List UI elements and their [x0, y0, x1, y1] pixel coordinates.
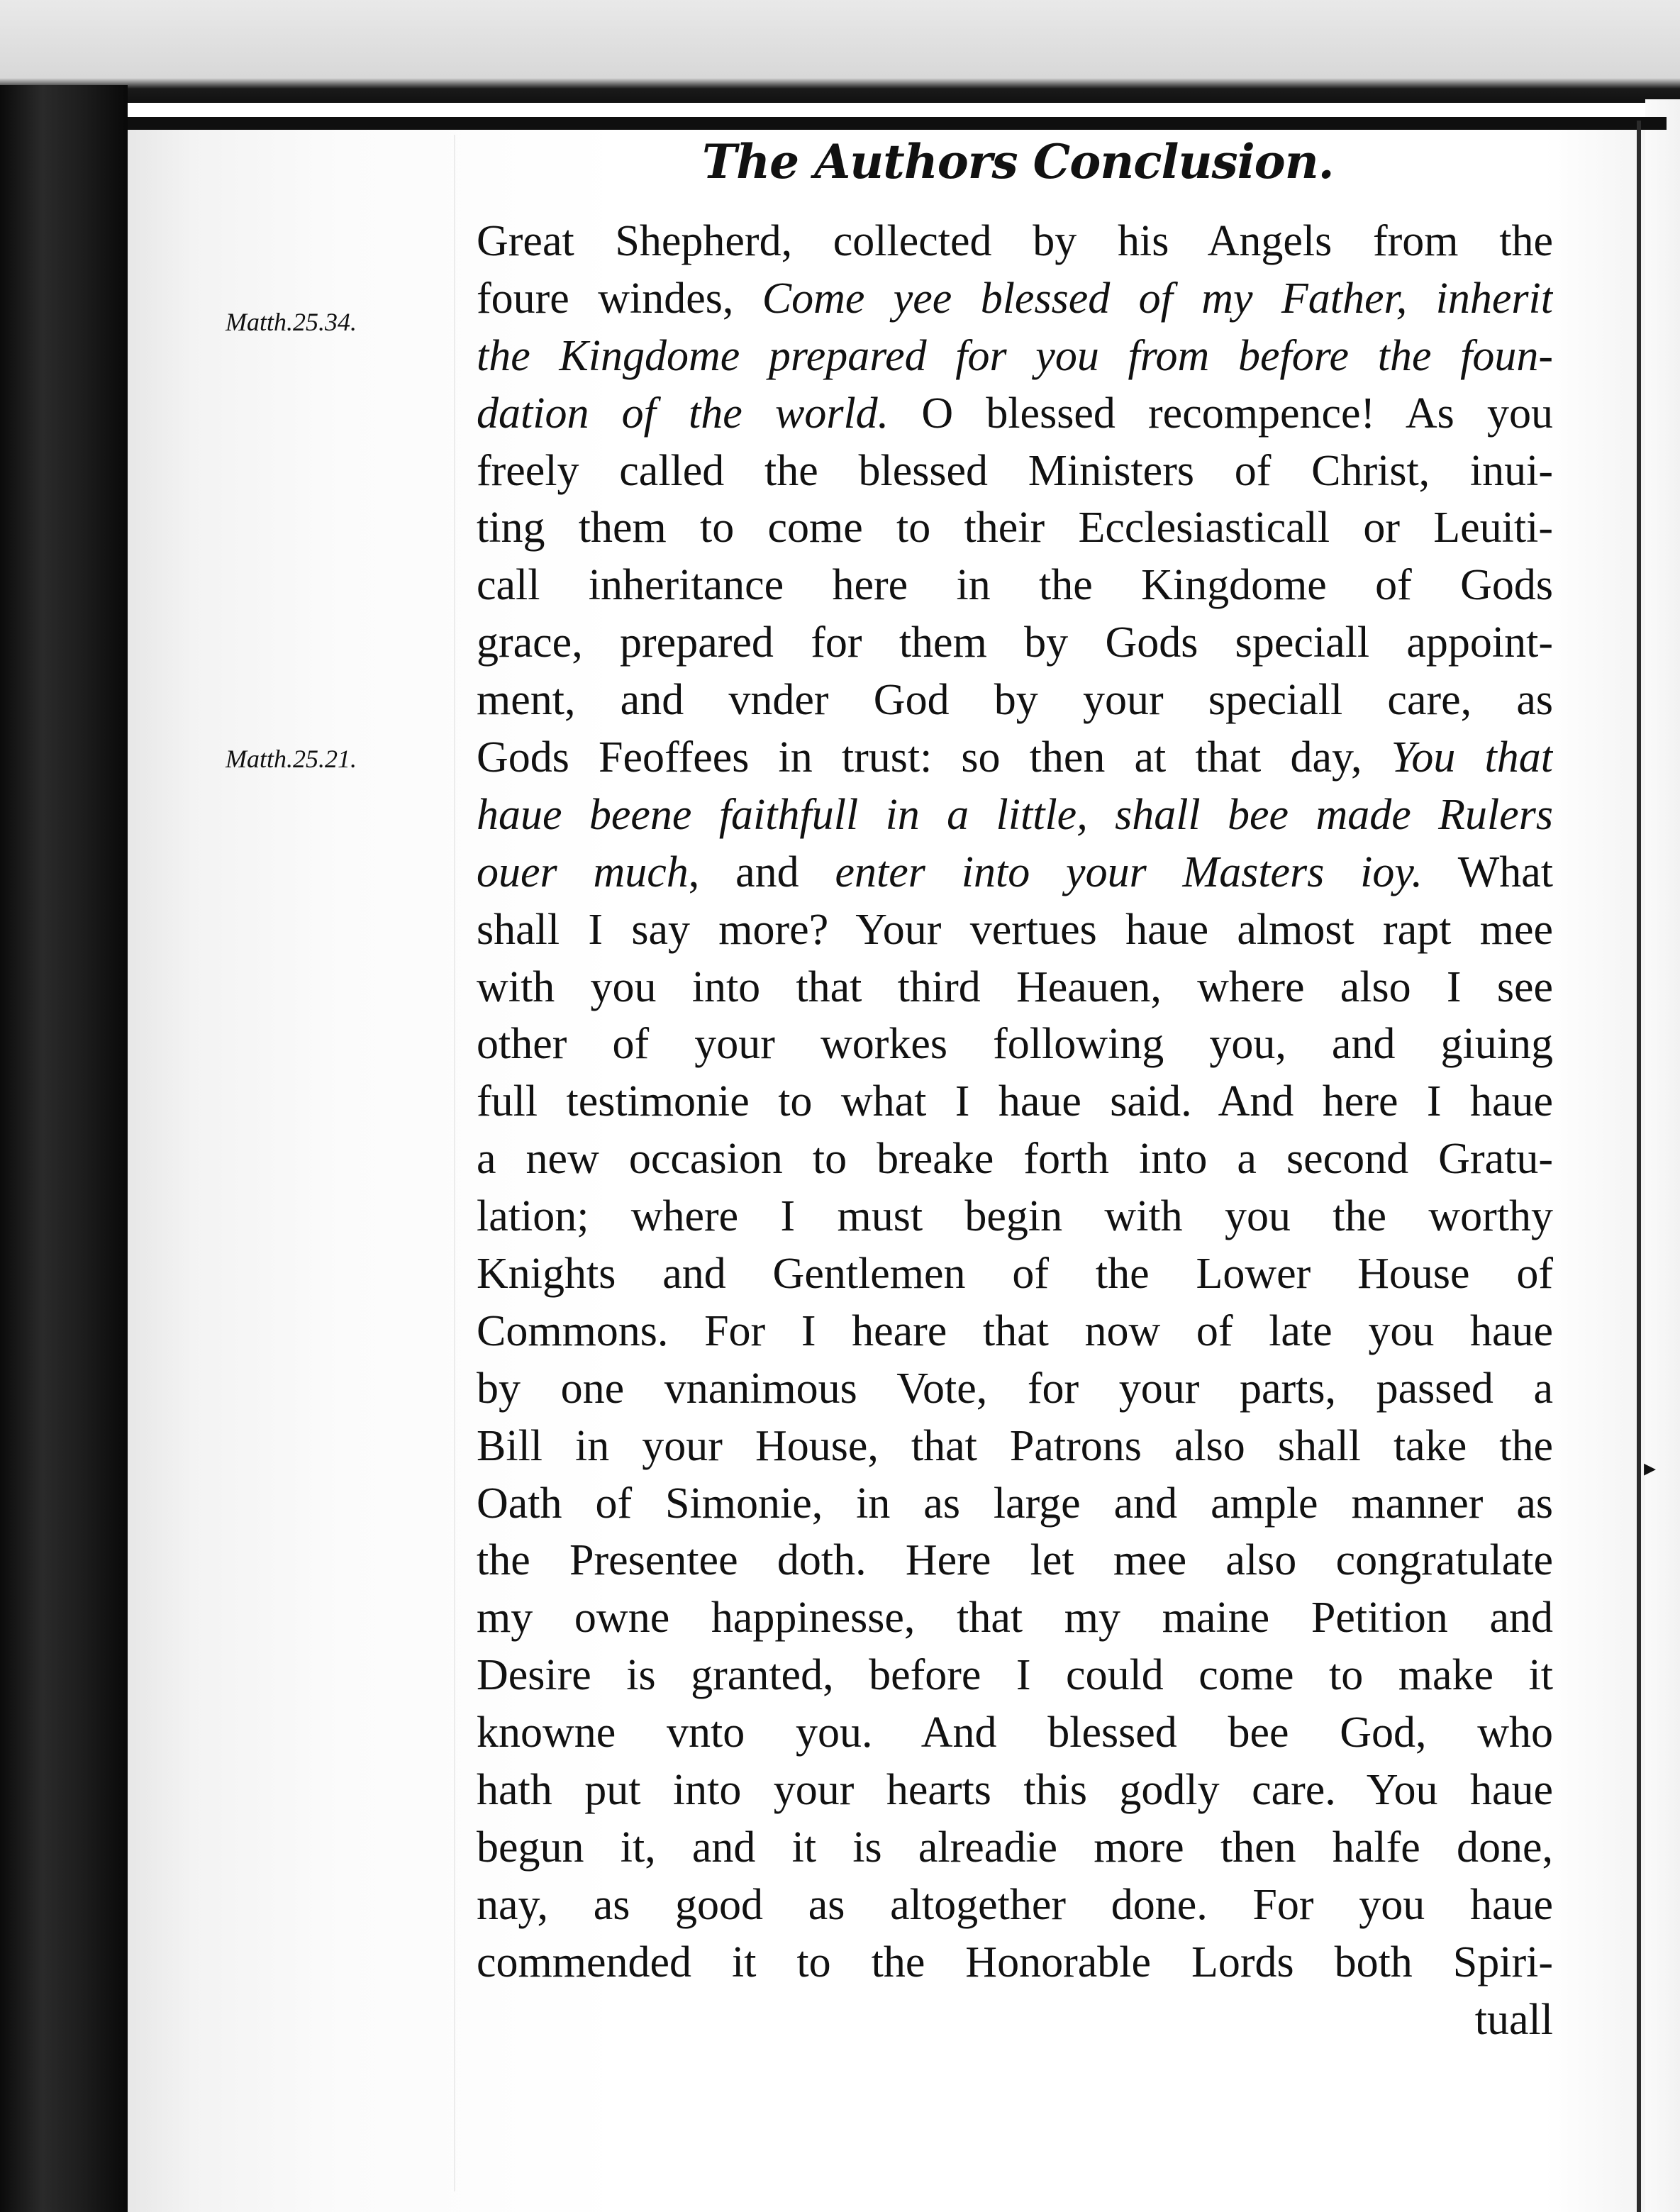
roman-text: call inheritance here in the Kingdome of Gods — [477, 561, 1553, 610]
text-line — [477, 1073, 1553, 1130]
roman-text: with you into that third Heauen, where also I see — [477, 962, 1553, 1011]
text-line — [477, 1532, 1553, 1589]
roman-text: Bill in your House, that Patrons also shall take the — [477, 1421, 1553, 1470]
italic-text: dation of the world. — [477, 389, 889, 438]
roman-text: Great Shepherd, collected by his Angels from the — [477, 217, 1553, 265]
text-line — [477, 787, 1553, 844]
text-line — [477, 672, 1553, 729]
roman-text: ment, and vnder God by your speciall care, as — [477, 676, 1553, 725]
text-line — [477, 1877, 1553, 1934]
roman-text: Oath of Simonie, in as large and ample manner as — [477, 1479, 1553, 1528]
text-line — [477, 959, 1553, 1016]
page-top-edge — [128, 117, 1667, 130]
roman-text: grace, prepared for them by Gods speciall appoint- — [477, 618, 1553, 667]
italic-text: You that — [1391, 733, 1553, 782]
text-line — [477, 1934, 1553, 1991]
italic-text: the Kingdome prepared for you from before the foun- — [477, 331, 1553, 380]
text-line — [477, 213, 1553, 270]
body-text — [477, 213, 1553, 2049]
gutter-line — [454, 135, 455, 2191]
text-line — [477, 1130, 1553, 1188]
text-line — [477, 1589, 1553, 1647]
text-line — [477, 1303, 1553, 1360]
text-line — [477, 1188, 1553, 1245]
italic-text: enter into your Masters ioy. — [835, 847, 1423, 896]
italic-text: haue beene faithfull in a little, shall bee made Rulers — [477, 790, 1553, 839]
text-line — [477, 499, 1553, 557]
text-line — [477, 270, 1553, 328]
roman-text: Commons. For I heare that now of late you haue — [477, 1306, 1553, 1355]
roman-text: full testimonie to what I haue said. And here I haue — [477, 1077, 1553, 1126]
catchword: tuall — [1474, 1995, 1553, 2044]
roman-text: Knights and Gentlemen of the Lower House of — [477, 1250, 1553, 1299]
text-line — [477, 614, 1553, 672]
roman-text: hath put into your hearts this godly care. You haue — [477, 1766, 1553, 1815]
roman-text: ting them to come to their Ecclesiasticall or Leuiti- — [477, 504, 1553, 552]
scan-surround-right — [1645, 99, 1680, 2212]
running-head: The Authors Conclusion. — [702, 134, 1334, 189]
text-line — [477, 1245, 1553, 1303]
text-line — [477, 385, 1553, 443]
scan-surround-top — [0, 0, 1680, 103]
text-line — [477, 1819, 1553, 1877]
roman-text: nay, as good as altogether done. For you haue — [477, 1880, 1553, 1929]
page-right-edge — [1637, 121, 1641, 2212]
roman-text: Desire is granted, before I could come to make it — [477, 1651, 1553, 1700]
text-line — [477, 557, 1553, 614]
roman-text: begun it, and it is alreadie more then halfe done, — [477, 1823, 1553, 1872]
roman-text: O blessed recompence! As you — [889, 389, 1553, 438]
text-line — [477, 844, 1553, 901]
roman-text: lation; where I must begin with you the worthy — [477, 1192, 1553, 1241]
text-line — [477, 1418, 1553, 1475]
roman-text: the Presentee doth. Here let mee also congratulate — [477, 1536, 1553, 1585]
text-line — [477, 1647, 1553, 1704]
text-line — [477, 1762, 1553, 1819]
text-line — [477, 1704, 1553, 1762]
italic-text: ouer much — [477, 847, 689, 896]
roman-text: commended it to the Honorable Lords both Spiri- — [477, 1938, 1553, 1986]
roman-text: foure windes, — [477, 274, 762, 323]
roman-text: by one vnanimous Vote, for your parts, passed a — [477, 1364, 1553, 1413]
roman-text: What — [1422, 847, 1553, 896]
roman-text: shall I say more? Your vertues haue almost rapt mee — [477, 905, 1553, 954]
roman-text: a new occasion to breake forth into a second Gratu- — [477, 1135, 1553, 1184]
text-line — [477, 1360, 1553, 1418]
roman-text: Gods Feoffees in trust: so then at that day, — [477, 733, 1391, 782]
roman-text: , and — [688, 847, 835, 896]
book-spine — [0, 85, 128, 2212]
margin-note: Matth.25.34. — [226, 308, 357, 336]
italic-text: Come yee blessed of my Father, inherit — [762, 274, 1553, 323]
roman-text: other of your workes following you, and giuing — [477, 1020, 1553, 1069]
text-line — [477, 1475, 1553, 1533]
scan-speck: ▸ — [1644, 1454, 1657, 1482]
text-line — [477, 443, 1553, 500]
roman-text: knowne vnto you. And blessed bee God, who — [477, 1708, 1553, 1757]
text-line — [477, 729, 1553, 787]
text-line — [477, 901, 1553, 959]
margin-note: Matth.25.21. — [226, 745, 357, 773]
roman-text: my owne happinesse, that my maine Petition and — [477, 1594, 1553, 1643]
text-line — [477, 1016, 1553, 1073]
roman-text: freely called the blessed Ministers of Christ, inui- — [477, 446, 1553, 495]
text-line — [477, 328, 1553, 385]
